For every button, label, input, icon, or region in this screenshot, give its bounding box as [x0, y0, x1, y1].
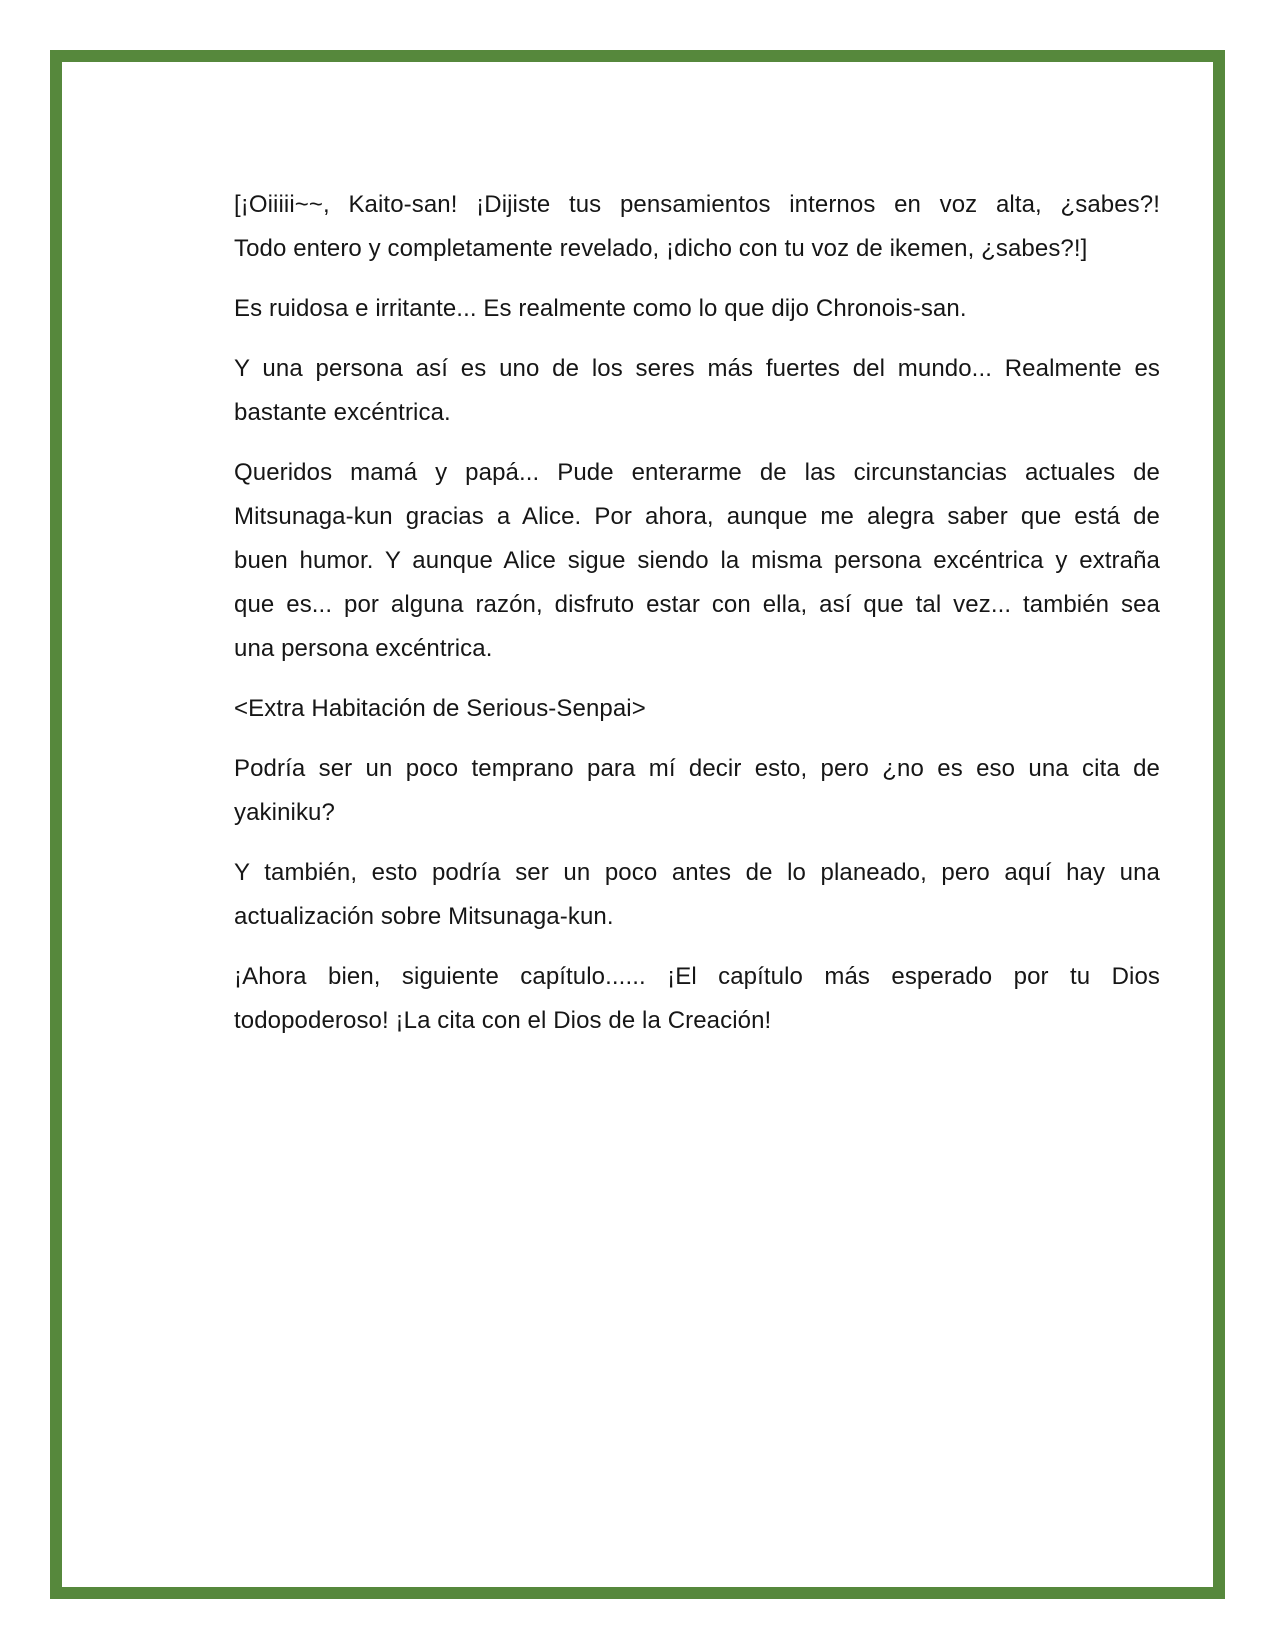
text-line: <Extra Habitación de Serious-Senpai> — [234, 695, 646, 722]
paragraph — [234, 851, 1160, 939]
text-line: buen humor. Y aunque Alice sigue siendo la misma persona excéntrica y extraña — [234, 547, 1160, 574]
paragraph — [234, 451, 1160, 671]
text-line: actualización sobre Mitsunaga-kun. — [234, 903, 614, 930]
page-content — [234, 183, 1160, 1059]
text-line: Es ruidosa e irritante... Es realmente como lo que dijo Chronois-san. — [234, 295, 967, 322]
text-line: ¡Ahora bien, siguiente capítulo...... ¡El capítulo más esperado por tu Dios — [234, 963, 1160, 990]
text-line: bastante excéntrica. — [234, 399, 451, 426]
text-body — [234, 183, 1160, 1043]
paragraph — [234, 183, 1160, 271]
text-line: Y también, esto podría ser un poco antes de lo planeado, pero aquí hay una — [234, 859, 1160, 886]
page-border-frame — [50, 50, 1225, 1599]
text-line: [¡Oiiiii~~, Kaito-san! ¡Dijiste tus pensamientos internos en voz alta, ¿sabes?! — [234, 191, 1160, 218]
paragraph — [234, 747, 1160, 835]
text-line: yakiniku? — [234, 799, 335, 826]
text-line: Y una persona así es uno de los seres más fuertes del mundo... Realmente es — [234, 355, 1160, 382]
paragraph — [234, 287, 1160, 331]
paragraph — [234, 347, 1160, 435]
text-line: todopoderoso! ¡La cita con el Dios de la Creación! — [234, 1007, 772, 1034]
text-line: Mitsunaga-kun gracias a Alice. Por ahora, aunque me alegra saber que está de — [234, 503, 1160, 530]
text-line: Queridos mamá y papá... Pude enterarme de las circunstancias actuales de — [234, 459, 1160, 486]
text-line: Podría ser un poco temprano para mí decir esto, pero ¿no es eso una cita de — [234, 755, 1160, 782]
text-line: una persona excéntrica. — [234, 635, 493, 662]
text-line: que es... por alguna razón, disfruto estar con ella, así que tal vez... también sea — [234, 591, 1160, 618]
paragraph — [234, 955, 1160, 1043]
text-line: Todo entero y completamente revelado, ¡dicho con tu voz de ikemen, ¿sabes?!] — [234, 235, 1088, 262]
paragraph — [234, 687, 1160, 731]
